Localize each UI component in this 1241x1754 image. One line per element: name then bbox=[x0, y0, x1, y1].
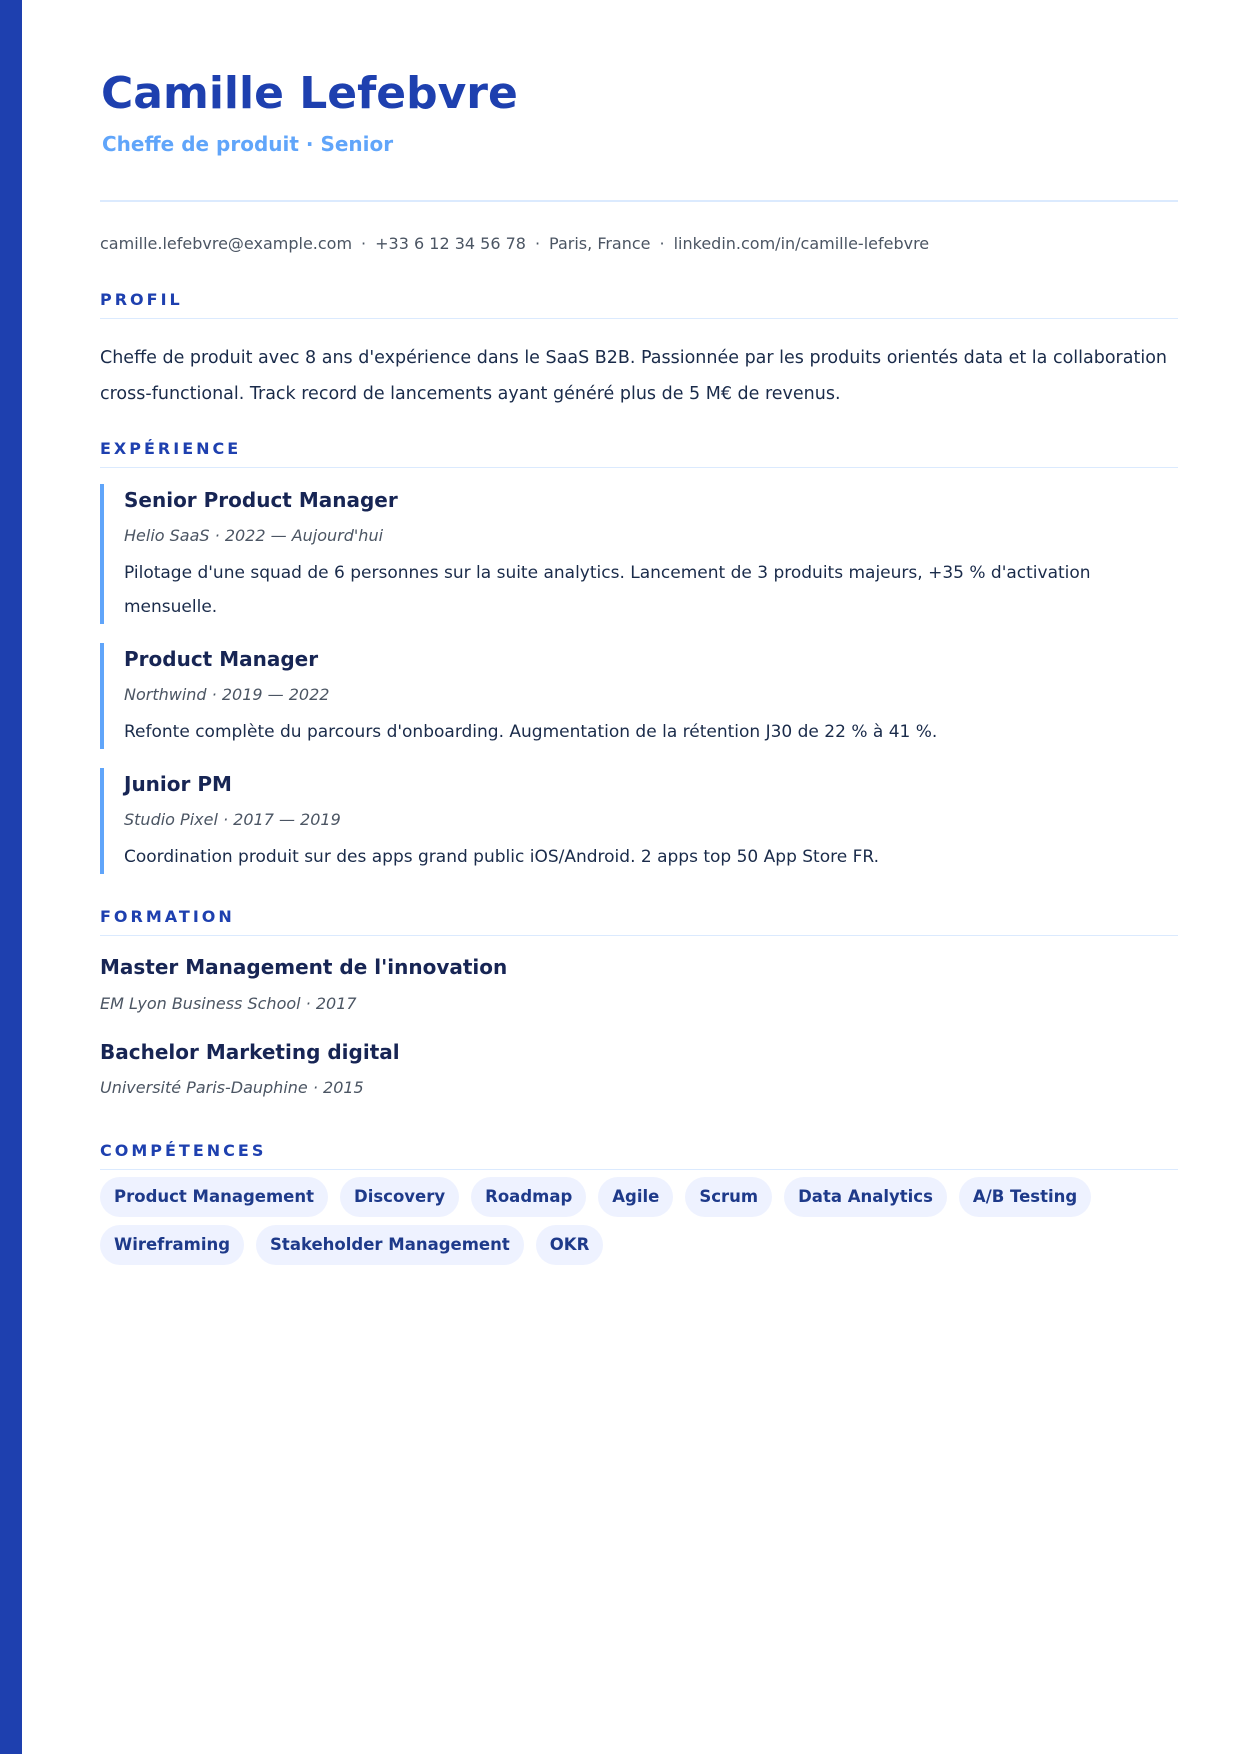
contact-separator: · bbox=[534, 234, 541, 253]
experience-item bbox=[100, 643, 1178, 749]
skill-chip: Product Management bbox=[100, 1177, 328, 1217]
job-role: Junior PM bbox=[124, 772, 232, 796]
job-meta: Helio SaaS · 2022 — Aujourd'hui bbox=[124, 526, 384, 545]
section-divider bbox=[100, 467, 1178, 468]
contact-phone[interactable]: +33 6 12 34 56 78 bbox=[375, 234, 526, 253]
candidate-headline: Cheffe de produit · Senior bbox=[102, 132, 394, 156]
contact-separator: · bbox=[361, 234, 367, 253]
section-divider bbox=[100, 318, 1178, 319]
skill-chip: Scrum bbox=[685, 1177, 772, 1217]
job-meta: Northwind · 2019 — 2022 bbox=[124, 685, 330, 704]
skills-list bbox=[100, 1177, 1178, 1265]
candidate-name: Camille Lefebvre bbox=[101, 68, 518, 119]
section-title-profile: PROFIL bbox=[100, 290, 183, 309]
section-divider bbox=[100, 935, 1178, 936]
education-meta: EM Lyon Business School · 2017 bbox=[100, 994, 357, 1013]
job-meta: Studio Pixel · 2017 — 2019 bbox=[124, 810, 341, 829]
header-divider bbox=[100, 200, 1178, 202]
experience-item bbox=[100, 484, 1178, 624]
section-divider bbox=[100, 1169, 1178, 1170]
contact-separator: · bbox=[659, 234, 665, 253]
skill-chip: Discovery bbox=[340, 1177, 459, 1217]
contact-location: Paris, France bbox=[549, 234, 651, 253]
job-description: Pilotage d'une squad de 6 personnes sur la suite analytics. Lancement de 3 produits majeurs, +35 % d'activation mensuelle. bbox=[124, 563, 1091, 617]
education-degree: Master Management de l'innovation bbox=[100, 955, 508, 979]
skill-chip: Data Analytics bbox=[784, 1177, 947, 1217]
section-title-skills: COMPÉTENCES bbox=[100, 1141, 267, 1160]
skill-chip: Agile bbox=[598, 1177, 673, 1217]
job-description: Refonte complète du parcours d'onboarding. Augmentation de la rétention J30 de 22 % à 41 %. bbox=[124, 722, 938, 742]
job-description: Coordination produit sur des apps grand public iOS/Android. 2 apps top 50 App Store FR. bbox=[124, 847, 879, 867]
section-title-education: FORMATION bbox=[100, 907, 235, 926]
education-meta: Université Paris-Dauphine · 2015 bbox=[100, 1078, 364, 1097]
skill-chip: A/B Testing bbox=[959, 1177, 1091, 1217]
section-title-experience: EXPÉRIENCE bbox=[100, 439, 242, 458]
contact-linkedin[interactable]: linkedin.com/in/camille-lefebvre bbox=[673, 234, 930, 253]
accent-sidebar-bar bbox=[0, 0, 22, 1754]
skill-chip: Stakeholder Management bbox=[256, 1225, 524, 1265]
skill-chip: Roadmap bbox=[471, 1177, 586, 1217]
contact-line bbox=[100, 234, 929, 253]
profile-summary: Cheffe de produit avec 8 ans d'expérience dans le SaaS B2B. Passionnée par les produits orientés data et la collaboration cross-functional. Track record de lancements ayant généré plus de 5 M€ de revenus. bbox=[100, 348, 1167, 404]
skill-chip: Wireframing bbox=[100, 1225, 244, 1265]
contact-email[interactable]: camille.lefebvre@example.com bbox=[100, 234, 353, 253]
job-role: Product Manager bbox=[124, 647, 319, 671]
job-role: Senior Product Manager bbox=[124, 488, 398, 512]
education-degree: Bachelor Marketing digital bbox=[100, 1040, 400, 1064]
skill-chip: OKR bbox=[536, 1225, 604, 1265]
experience-item bbox=[100, 768, 1178, 874]
